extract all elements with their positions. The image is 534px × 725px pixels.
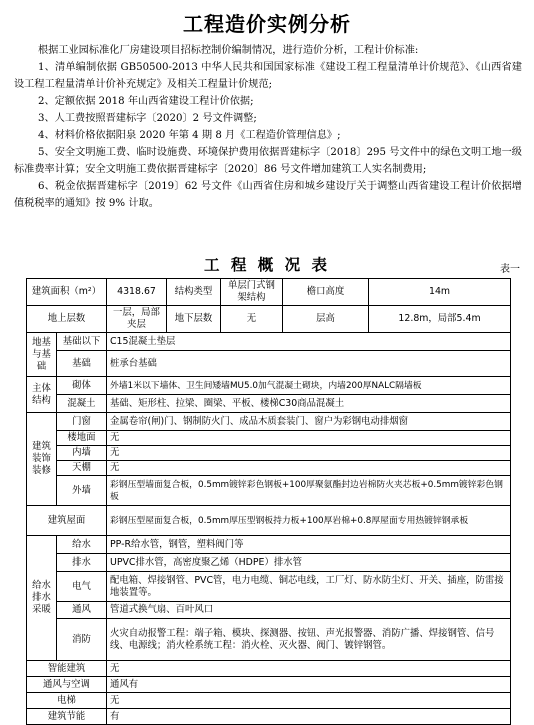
- decoration-row-value: 金属卷帘(闸)门、钢制防火门、成品木质套装门、窗户为彩钢电动排烟窗: [107, 413, 511, 431]
- table-number: 表一: [500, 264, 520, 275]
- bottom-row-label: 通风与空调: [27, 677, 107, 693]
- decoration-row-label: 门窗: [57, 413, 107, 431]
- table-row: [27, 476, 511, 506]
- bottom-row-label: 智能建筑: [27, 661, 107, 677]
- bottom-row-label: 电梯: [27, 693, 107, 709]
- decoration-row-label: 天棚: [57, 461, 107, 476]
- mep-row-label: 消防: [57, 619, 107, 661]
- decoration-row-value: 无: [107, 446, 511, 461]
- table-row: [27, 602, 511, 619]
- table-row: [27, 333, 511, 351]
- mep-row-value: 配电箱、焊接钢管、PVC管，电力电缆、铜芯电线，工厂灯、防水防尘灯、开关、插座，防雷接地装置等。: [107, 572, 511, 602]
- decoration-row-value: 彩钢压型墙面复合板，0.5mm镀锌彩色钢板+100厚聚氨酯封边岩棉防火夹芯板+0.5mm镀锌彩色钢板: [107, 476, 511, 506]
- foundation-row-value: C15混凝土垫层: [107, 333, 511, 351]
- foundation-row-value: 桩承台基础: [107, 351, 511, 377]
- mep-row-value: 火灾自动报警工程：端子箱、模块、探测器、按钮、声光报警器、消防广播、焊接钢管、信号线、电源线；消火栓系统工程：消火栓、灭火器、阀门、镀锌钢管。: [107, 619, 511, 661]
- main-structure-group-label: 主体结构: [27, 377, 57, 413]
- structure-row-value: 基础、矩形柱、拉梁、圈梁、平板、楼梯C30商品混凝土: [107, 395, 511, 413]
- structure-row-label: 混凝土: [57, 395, 107, 413]
- table-row: [27, 306, 511, 333]
- eave-height-label: 檐口高度: [283, 279, 369, 306]
- area-value: 4318.67: [107, 279, 167, 306]
- table-row: [27, 506, 511, 536]
- table-row: [27, 446, 511, 461]
- table-row: [27, 661, 511, 677]
- mep-row-value: 管道式换气扇、百叶风口: [107, 602, 511, 619]
- table-row: [27, 554, 511, 572]
- bottom-row-value: 有: [107, 709, 511, 725]
- structure-row-label: 砌体: [57, 377, 107, 395]
- mep-row-value: PP-R给水管，钢管，塑料阀门等: [107, 536, 511, 554]
- table-row: [27, 536, 511, 554]
- table-row: [27, 619, 511, 661]
- foundation-row-label: 基础: [57, 351, 107, 377]
- table-row: [27, 461, 511, 476]
- table-row: [27, 693, 511, 709]
- project-overview-table: [26, 278, 511, 725]
- area-label: 建筑面积（m²）: [27, 279, 107, 306]
- table-row: [27, 709, 511, 725]
- foundation-group-label: 地基与基础: [27, 333, 57, 377]
- structure-label: 结构类型: [167, 279, 221, 306]
- structure-row-value: 外墙1米以下墙体、卫生间矮墙MU5.0加气混凝土砌块，内墙200厚NALC隔墙板: [107, 377, 511, 395]
- mep-row-label: 给水: [57, 536, 107, 554]
- structure-value: 单层门式钢架结构: [221, 279, 283, 306]
- decoration-row-label: 外墙: [57, 476, 107, 506]
- decoration-row-value: 无: [107, 461, 511, 476]
- table-row: [27, 395, 511, 413]
- roof-label: 建筑屋面: [27, 506, 107, 536]
- paragraph-intro: 根据工业园标准化厂房建设项目招标控制价编制情况，进行造价分析，工程计价标准:: [38, 45, 419, 56]
- above-floors-label: 地上层数: [27, 306, 107, 333]
- paragraph-item-5: 5、安全文明施工费、临时设施费、环境保护费用依据晋建标字〔2018〕295 号文件中的绿色文明工地一级标准费率计算；安全文明施工费依据晋建标字〔2020〕86 号文件增加建筑工人实名制费用;: [14, 147, 522, 175]
- mep-group-label: 给水排水采暖: [27, 536, 57, 661]
- roof-value: 彩钢压型屋面复合板，0.5mm厚压型钢板持力板+100厚岩棉+0.8厚屋面专用热镀锌钢承板: [107, 506, 511, 536]
- paragraph-block: [14, 42, 522, 212]
- floor-height-value: 12.8m，局部5.4m: [369, 306, 511, 333]
- table-row: [27, 377, 511, 395]
- mep-row-label: 排水: [57, 554, 107, 572]
- below-floors-value: 无: [221, 306, 283, 333]
- bottom-row-value: 无: [107, 693, 511, 709]
- bottom-row-value: 通风有: [107, 677, 511, 693]
- paragraph-item-1: 1、清单编制依据 GB50500-2013 中华人民共和国国家标准《建设工程工程量清单计价规范》、《山西省建设工程工程量清单计价补充规定》及相关工程量计价规范;: [14, 62, 522, 90]
- bottom-row-value: 无: [107, 661, 511, 677]
- table-row: [27, 572, 511, 602]
- foundation-row-label: 基础以下: [57, 333, 107, 351]
- eave-height-value: 14m: [369, 279, 511, 306]
- paragraph-item-3: 3、人工费按照晋建标字〔2020〕2 号文件调整;: [38, 113, 257, 124]
- mep-row-value: UPVC排水管，高密度聚乙烯（HDPE）排水管: [107, 554, 511, 572]
- decoration-row-label: 楼地面: [57, 431, 107, 446]
- table-title: 工 程 概 况 表: [203, 256, 331, 274]
- paragraph-item-4: 4、材料价格依据阳泉 2020 年第 4 期 8 月《工程造价管理信息》;: [38, 130, 341, 141]
- bottom-row-label: 建筑节能: [27, 709, 107, 725]
- table-row: [27, 677, 511, 693]
- mep-row-label: 电气: [57, 572, 107, 602]
- decoration-row-value: 无: [107, 431, 511, 446]
- paragraph-item-2: 2、定额依据 2018 年山西省建设工程计价依据;: [38, 96, 254, 107]
- below-floors-label: 地下层数: [167, 306, 221, 333]
- mep-row-label: 通风: [57, 602, 107, 619]
- decoration-row-label: 内墙: [57, 446, 107, 461]
- table-row: [27, 351, 511, 377]
- document-title: 工程造价实例分析: [183, 12, 351, 36]
- table-row: [27, 413, 511, 431]
- table-row: [27, 279, 511, 306]
- floor-height-label: 层高: [283, 306, 369, 333]
- paragraph-item-6: 6、税金依据晋建标字〔2019〕62 号文件《山西省住房和城乡建设厅关于调整山西省建设工程计价依据增值税税率的通知》按 9% 计取。: [14, 181, 522, 209]
- above-floors-value: 一层，局部夹层: [107, 306, 167, 333]
- table-row: [27, 431, 511, 446]
- decoration-group-label: 建筑装饰装修: [27, 413, 57, 506]
